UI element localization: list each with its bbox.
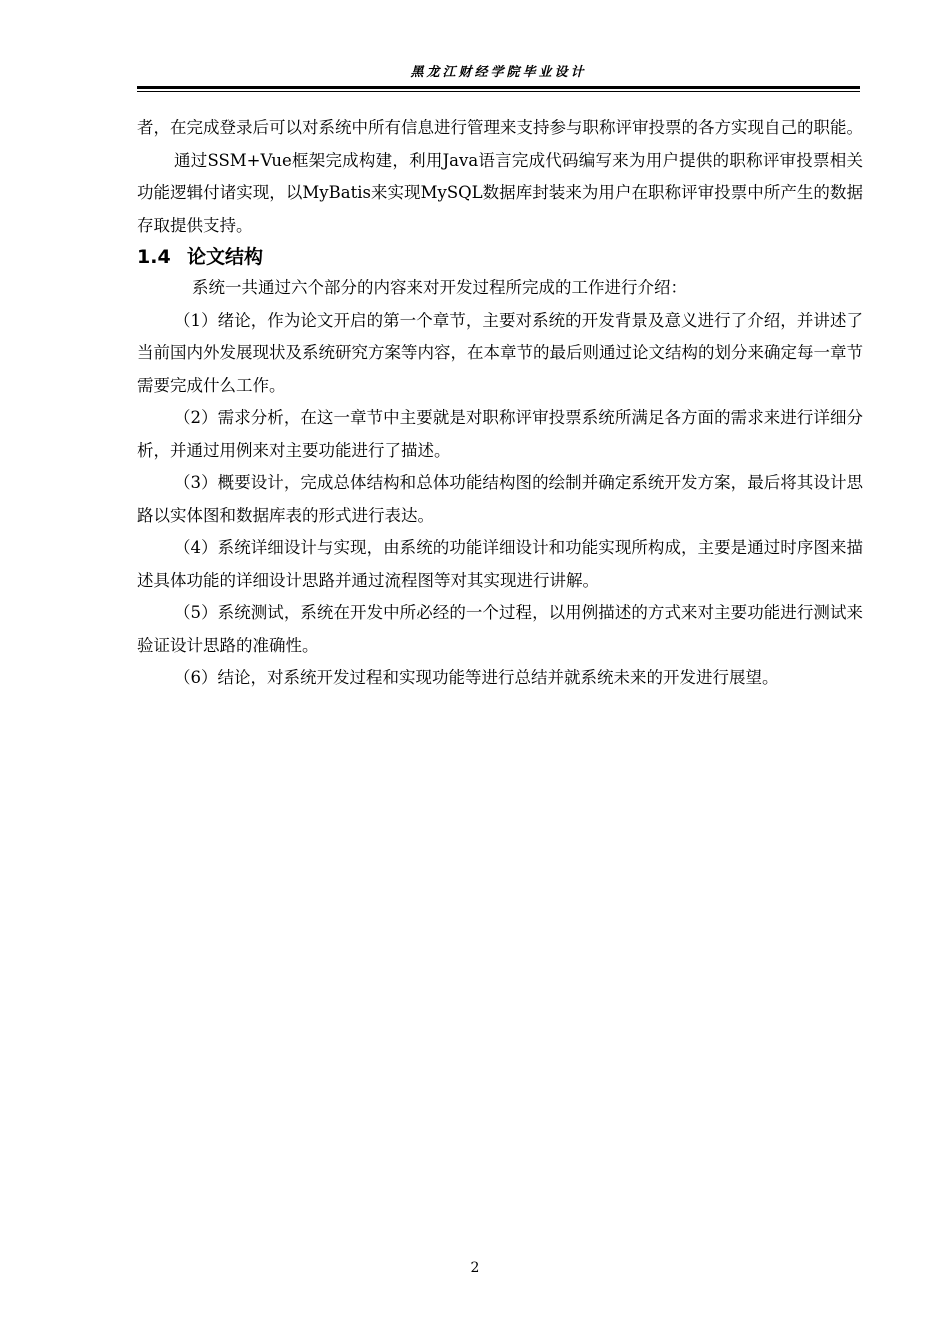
paragraph-item-3: （3）概要设计，完成总体结构和总体功能结构图的绘制并确定系统开发方案，最后将其设计思路以实体图和数据库表的形式进行表达。 <box>137 473 863 525</box>
section-title: 论文结构 <box>187 246 264 268</box>
header-rule-thin <box>137 91 860 92</box>
paragraph-framework: 通过SSM+Vue框架完成构建，利用Java语言完成代码编写来为用户提供的职称评审投票相关功能逻辑付诸实现，以MyBatis来实现MySQL数据库封装来为用户在职称评审投票中所产生的数据存取提供支持。 <box>137 150 863 235</box>
paragraph-item-1: （1）绪论，作为论文开启的第一个章节，主要对系统的开发背景及意义进行了介绍，并讲述了当前国内外发展现状及系统研究方案等内容，在本章节的最后则通过论文结构的划分来确定每一章节需要完成什么工作。 <box>137 310 863 395</box>
paragraph-item-6: （6）结论，对系统开发过程和实现功能等进行总结并就系统未来的开发进行展望。 <box>174 668 779 687</box>
paragraph-continuation: 者，在完成登录后可以对系统中所有信息进行管理来支持参与职称评审投票的各方实现自己的职能。 <box>137 118 863 137</box>
paragraph-item-2: （2）需求分析，在这一章节中主要就是对职称评审投票系统所满足各方面的需求来进行详细分析，并通过用例来对主要功能进行了描述。 <box>137 408 863 460</box>
page-number: 2 <box>470 1260 480 1276</box>
header-rule-thick <box>137 86 860 89</box>
document-body <box>137 112 863 695</box>
section-number: 1.4 <box>137 246 171 268</box>
paragraph-item-5: （5）系统测试，系统在开发中所必经的一个过程，以用例描述的方式来对主要功能进行测试来验证设计思路的准确性。 <box>137 603 863 655</box>
paragraph-item-4: （4）系统详细设计与实现，由系统的功能详细设计和功能实现所构成，主要是通过时序图来描述具体功能的详细设计思路并通过流程图等对其实现进行讲解。 <box>137 538 863 590</box>
section-heading <box>137 242 863 272</box>
page-header-title: 黑龙江财经学院毕业设计 <box>410 65 587 80</box>
paragraph-intro: 系统一共通过六个部分的内容来对开发过程所完成的工作进行介绍： <box>192 278 687 297</box>
